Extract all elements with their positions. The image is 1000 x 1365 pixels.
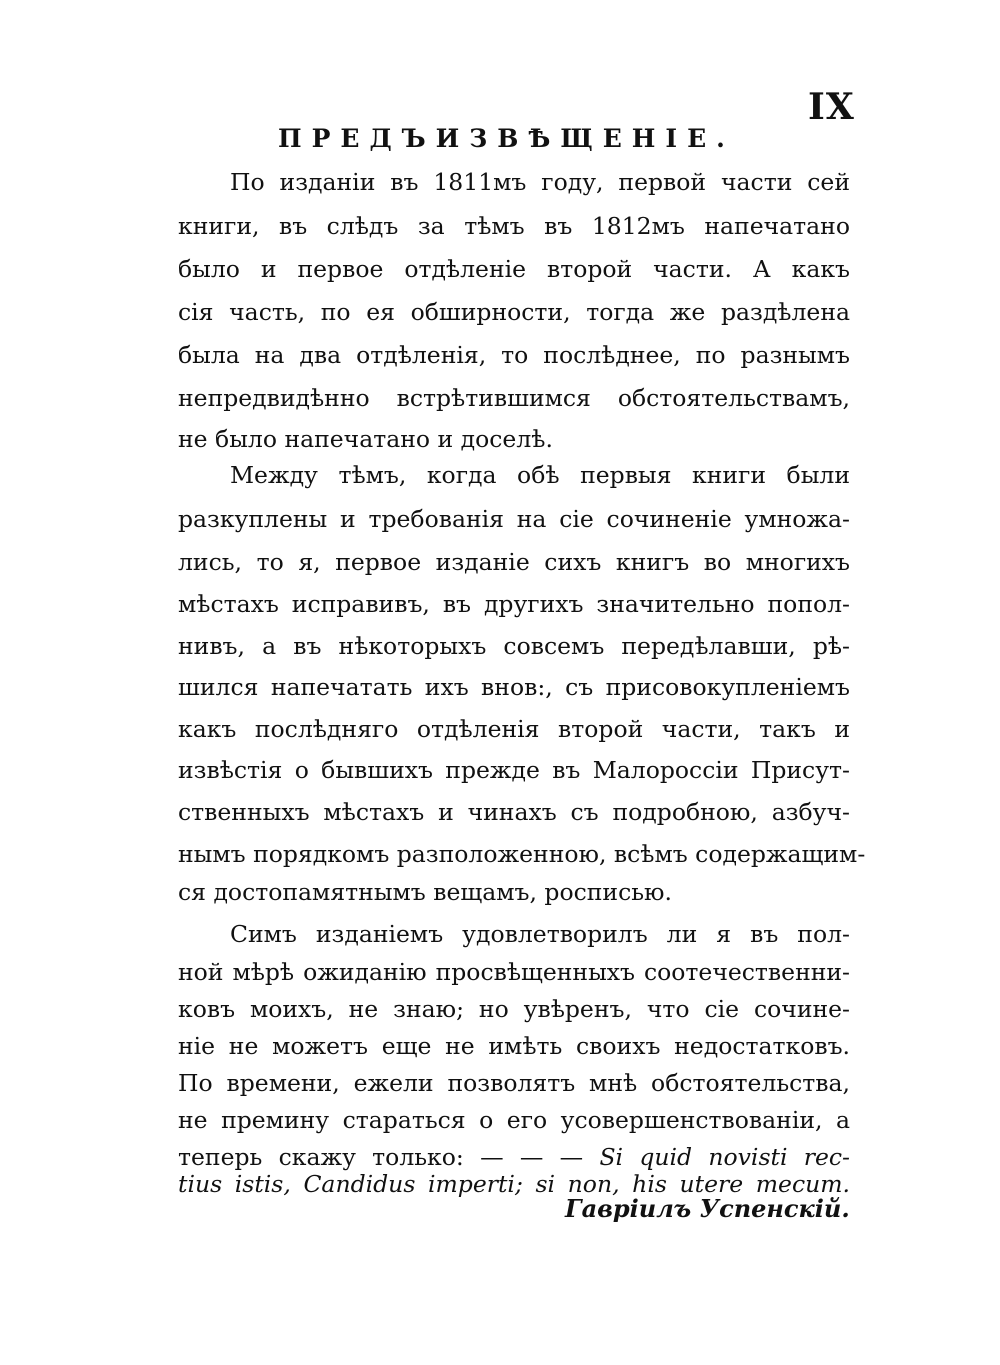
text-line: разкуплены и требованія на сіе сочиненіе умножа- xyxy=(178,505,850,533)
text-line: ніе не можетъ еще не имѣть своихъ недостатковъ. xyxy=(178,1032,850,1060)
text-line: Между тѣмъ, когда обѣ первыя книги были xyxy=(230,461,850,489)
text-line: мѣстахъ исправивъ, въ другихъ значительно попол- xyxy=(178,590,850,618)
text-line: непредвидѣнно встрѣтившимся обстоятельствамъ, xyxy=(178,384,850,412)
author-signature: Гавріилъ Успенскій. xyxy=(565,1194,850,1223)
text-line: сія часть, по ея обширности, тогда же раздѣлена xyxy=(178,298,850,326)
text-line-prefix: теперь скажу только: — — — xyxy=(178,1143,600,1171)
page-number: IX xyxy=(808,86,855,128)
page-heading: ПРЕДЪИЗВѢЩЕНІЕ. xyxy=(278,124,735,153)
text-line: не было напечатано и доселѣ. xyxy=(178,425,553,453)
text-line: не премину стараться о его усовершенствованіи, а xyxy=(178,1106,850,1134)
text-line: ной мѣрѣ ожиданію просвѣщенныхъ соотечественни- xyxy=(178,958,850,986)
text-line: нымъ порядкомъ разположенною, всѣмъ содержащим- xyxy=(178,840,866,868)
text-line: По времени, ежели позволятъ мнѣ обстоятельства, xyxy=(178,1069,850,1097)
text-line: какъ послѣдняго отдѣленія второй части, такъ и xyxy=(178,715,850,743)
text-line: было и первое отдѣленіе второй части. А какъ xyxy=(178,255,850,283)
text-line: лись, то я, первое изданіе сихъ книгъ во многихъ xyxy=(178,548,850,576)
text-line: По изданіи въ 1811мъ году, первой части сей xyxy=(230,168,850,196)
text-line: ся достопамятнымъ вещамъ, росписью. xyxy=(178,878,672,906)
text-line: Симъ изданіемъ удовлетворилъ ли я въ пол- xyxy=(230,920,850,948)
text-line: ственныхъ мѣстахъ и чинахъ съ подробною, азбуч- xyxy=(178,798,850,826)
text-line: ковъ моихъ, не знаю; но увѣренъ, что сіе сочине- xyxy=(178,995,850,1023)
latin-quote-start: Si quid novisti rec- xyxy=(599,1143,850,1171)
latin-quote-end: tius istis, Candidus imperti; si non, his utere mecum. xyxy=(178,1170,850,1198)
text-line: извѣстія о бывшихъ прежде въ Малороссіи Присут- xyxy=(178,756,850,784)
text-line: книги, въ слѣдъ за тѣмъ въ 1812мъ напечатано xyxy=(178,212,850,240)
text-line: была на два отдѣленія, то послѣднее, по разнымъ xyxy=(178,341,850,369)
text-line: нивъ, а въ нѣкоторыхъ совсемъ передѣлавши, рѣ- xyxy=(178,632,850,660)
text-line: шился напечатать ихъ внов:, съ присовокупленіемъ xyxy=(178,673,850,701)
